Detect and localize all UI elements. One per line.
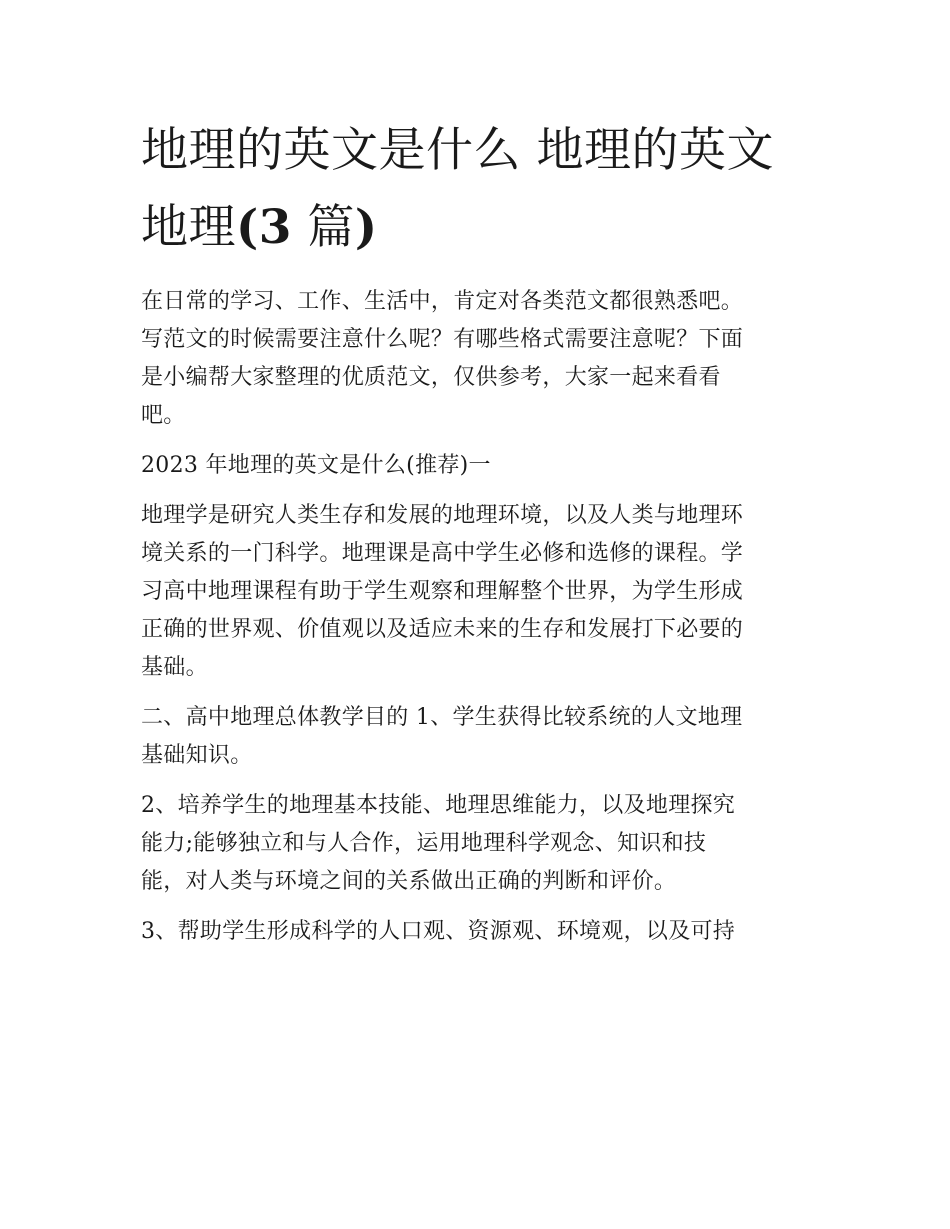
text-line: 基础知识。	[141, 743, 253, 768]
text-line: 写范文的时候需要注意什么呢？有哪些格式需要注意呢？下面	[141, 327, 744, 352]
text-line: 3、帮助学生形成科学的人口观、资源观、环境观，以及可持	[141, 919, 736, 944]
title-prefix: 地理	[141, 200, 236, 255]
text-line: 是小编帮大家整理的优质范文，仅供参考，大家一起来看看	[141, 365, 721, 390]
text-line: 能，对人类与环境之间的关系做出正确的判断和评价。	[141, 869, 677, 894]
paragraph-2	[141, 699, 816, 775]
title-line-2	[141, 189, 816, 266]
text-line: 二、高中地理总体教学目的 1、学生获得比较系统的人文地理	[141, 705, 743, 730]
paragraph-3	[141, 787, 816, 901]
intro-paragraph	[141, 283, 816, 435]
text-line: 2、培养学生的地理基本技能、地理思维能力，以及地理探究	[141, 793, 736, 818]
title-count-close: )	[354, 200, 378, 255]
title-count-open: (3	[236, 200, 292, 255]
text-line: 2023 年地理的英文是什么(推荐)一	[141, 453, 491, 478]
title-count-char: 篇	[291, 200, 355, 255]
paragraph-4	[141, 913, 816, 951]
document-body	[141, 283, 816, 951]
text-line: 习高中地理课程有助于学生观察和理解整个世界，为学生形成	[141, 579, 744, 604]
text-line: 基础。	[141, 655, 208, 680]
text-line: 正确的世界观、价值观以及适应未来的生存和发展打下必要的	[141, 617, 744, 642]
section-heading	[141, 447, 816, 485]
text-line: 能力;能够独立和与人合作，运用地理科学观念、知识和技	[141, 831, 707, 856]
document-title	[141, 112, 816, 266]
text-line: 境关系的一门科学。地理课是高中学生必修和选修的课程。学	[141, 541, 744, 566]
paragraph-1	[141, 497, 816, 687]
title-line-1: 地理的英文是什么 地理的英文	[141, 123, 774, 178]
text-line: 吧。	[141, 403, 186, 428]
text-line: 地理学是研究人类生存和发展的地理环境，以及人类与地理环	[141, 503, 744, 528]
text-line: 在日常的学习、工作、生活中，肯定对各类范文都很熟悉吧。	[141, 289, 744, 314]
